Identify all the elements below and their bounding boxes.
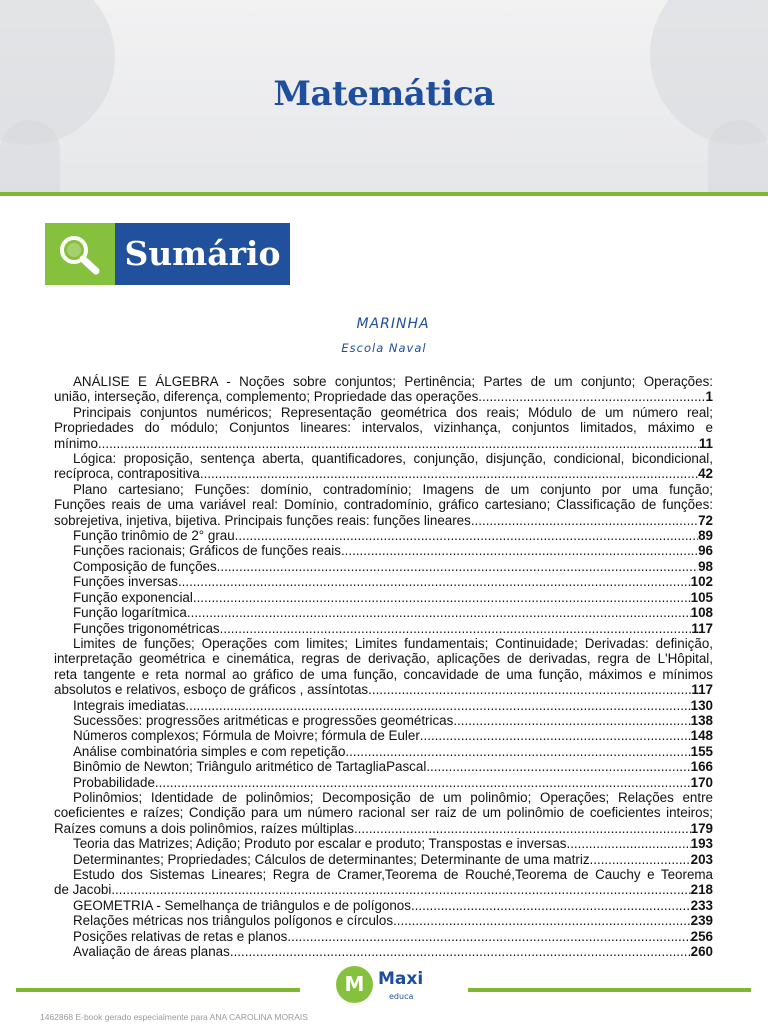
- leader-dots: [193, 590, 691, 605]
- leader-dots: [217, 559, 698, 574]
- table-of-contents: [54, 374, 713, 959]
- toc-entry-text: reta tangente e reta normal ao gráfico de uma função, concavidade de uma função, máximos e mínimos: [54, 666, 713, 682]
- toc-page-number: 117: [691, 620, 713, 636]
- toc-entry[interactable]: [54, 621, 713, 636]
- toc-page-number: 218: [690, 882, 713, 898]
- toc-page-number: 117: [691, 682, 713, 698]
- toc-page-number: 166: [690, 759, 713, 775]
- page-header: [0, 0, 768, 192]
- leader-dots: [341, 543, 698, 558]
- maxi-educa-logo: [336, 966, 436, 1006]
- footer-divider-right: [468, 988, 751, 992]
- toc-page-number: 11: [698, 435, 713, 451]
- toc-entry[interactable]: [54, 852, 713, 867]
- leader-dots: [345, 744, 690, 759]
- toc-page-number: 260: [690, 944, 713, 960]
- toc-entry-text: Funções racionais; Gráficos de funções reais: [73, 543, 341, 559]
- leader-dots: [230, 944, 691, 959]
- toc-entry[interactable]: [54, 944, 713, 959]
- toc-entry-text: sobrejetiva, injetiva, bijetiva. Principais funções reais: funções lineares: [54, 512, 471, 528]
- toc-entry-text: Estudo dos Sistemas Lineares; Regra de Cramer,Teorema de Rouché,Teorema de Cauchy e Teorema: [73, 867, 713, 882]
- leader-dots: [287, 929, 690, 944]
- leader-dots: [200, 466, 698, 481]
- toc-entry-text: Integrais imediatas: [73, 697, 186, 713]
- leader-dots: [185, 698, 690, 713]
- toc-page-number: 155: [690, 743, 713, 759]
- logo-mark-letter: M: [344, 972, 365, 996]
- toc-entry[interactable]: [54, 574, 713, 589]
- toc-entry-text: Limites de funções; Operações com limites; Limites fundamentais; Continuidade; Derivadas: definição,: [73, 635, 713, 651]
- logo-tagline: educa: [389, 992, 414, 1001]
- toc-page-number: 72: [698, 512, 713, 528]
- toc-entry-text: Propriedades do módulo; Conjuntos lineares: intervalos, vizinhança, conjuntos limitados, máximo e: [54, 420, 713, 436]
- toc-entry[interactable]: [54, 605, 713, 620]
- toc-page-number: 233: [690, 897, 713, 913]
- toc-entry-text: união, interseção, diferença, complemento; Propriedade das operações: [54, 389, 479, 405]
- leader-dots: [178, 574, 691, 589]
- toc-entry-text: ANÁLISE E ÁLGEBRA - Noções sobre conjuntos; Pertinência; Partes de um conjunto; Operações:: [73, 374, 713, 389]
- toc-entry-text: Números complexos; Fórmula de Moivre; fórmula de Euler: [73, 728, 420, 744]
- toc-entry-text: Função exponencial: [73, 589, 193, 605]
- toc-entry[interactable]: [54, 929, 713, 944]
- leader-dots: [98, 436, 699, 451]
- toc-entry-text: interpretação geométrica e cinemática, regras de derivação, aplicações de derivadas, regra de L'Hôpital,: [54, 651, 713, 667]
- toc-entry-text: mínimo: [54, 435, 98, 451]
- leader-dots: [426, 759, 690, 774]
- toc-entry-text: recíproca, contrapositiva: [54, 466, 200, 482]
- toc-page-number: 102: [690, 574, 713, 590]
- toc-page-number: 42: [698, 466, 713, 482]
- toc-entry-text: absolutos e relativos, esboço de gráficos , assíntotas: [54, 682, 369, 698]
- leader-dots: [453, 713, 690, 728]
- toc-entry[interactable]: [54, 636, 713, 698]
- leader-dots: [411, 898, 691, 913]
- toc-entry-text: Teoria das Matrizes; Adição; Produto por escalar e produto; Transpostas e inversas: [73, 836, 567, 852]
- toc-entry-text: de Jacobi: [54, 882, 112, 898]
- header-decoration: [0, 120, 60, 192]
- toc-page-number: 98: [698, 558, 713, 574]
- toc-page-number: 170: [690, 774, 713, 790]
- toc-page-number: 96: [698, 543, 713, 559]
- toc-entry[interactable]: [54, 590, 713, 605]
- leader-dots: [220, 621, 692, 636]
- toc-entry-text: coeficientes e raízes; Condição para um número racional ser raiz de um polinômio de coeficientes inteiros;: [54, 805, 713, 821]
- section-title: MARINHA: [356, 316, 430, 332]
- watermark: 1462868 E-book gerado especialmente para ANA CAROLINA MORAIS: [40, 1012, 308, 1022]
- summary-label: Sumário: [124, 234, 281, 273]
- header-decoration: [708, 120, 768, 192]
- toc-entry[interactable]: [54, 374, 713, 405]
- leader-dots: [478, 389, 705, 404]
- summary-banner: [45, 223, 290, 285]
- magnifier-icon: [45, 223, 115, 285]
- toc-page-number: 1: [705, 389, 713, 405]
- leader-dots: [187, 605, 691, 620]
- toc-entry-text: Avaliação de áreas planas: [73, 944, 230, 960]
- toc-page-number: 105: [690, 589, 713, 605]
- toc-page-number: 130: [690, 697, 713, 713]
- toc-entry-text: Plano cartesiano; Funções: domínio, contradomínio; Imagens de um conjunto por uma função;: [73, 481, 713, 497]
- toc-entry-text: Relações métricas nos triângulos polígonos e círculos: [73, 913, 394, 929]
- summary-label-box: [115, 223, 290, 285]
- toc-page-number: 256: [690, 928, 713, 944]
- leader-dots: [111, 882, 690, 897]
- logo-brand: Maxi: [378, 969, 424, 989]
- leader-dots: [235, 528, 698, 543]
- toc-entry[interactable]: [54, 528, 713, 543]
- toc-entry[interactable]: [54, 790, 713, 836]
- toc-entry-text: Determinantes; Propriedades; Cálculos de determinantes; Determinante de uma matriz: [73, 851, 590, 867]
- toc-entry[interactable]: [54, 744, 713, 759]
- toc-page-number: 108: [690, 605, 713, 621]
- toc-entry-text: Probabilidade: [73, 774, 155, 790]
- toc-page-number: 203: [690, 851, 713, 867]
- toc-entry-text: Composição de funções: [73, 558, 217, 574]
- toc-page-number: 239: [690, 913, 713, 929]
- logo-mark: [336, 966, 373, 1003]
- toc-entry-text: Lógica: proposição, sentença aberta, quantificadores, conjunção, disjunção, condicional, bicondicional,: [73, 451, 713, 467]
- toc-entry-text: Posições relativas de retas e planos: [73, 928, 288, 944]
- leader-dots: [471, 513, 698, 528]
- toc-entry-text: Polinômios; Identidade de polinômios; Decomposição de um polinômio; Operações; Relações entre: [73, 789, 713, 805]
- leader-dots: [354, 821, 691, 836]
- toc-page-number: 138: [690, 712, 713, 728]
- section-subtitle: Escola Naval: [341, 341, 427, 355]
- toc-entry-text: Sucessões: progressões aritméticas e progressões geométricas: [73, 712, 454, 728]
- leader-dots: [368, 682, 691, 697]
- leader-dots: [590, 852, 691, 867]
- toc-entry-text: Análise combinatória simples e com repetição: [73, 743, 346, 759]
- toc-entry[interactable]: [54, 898, 713, 913]
- toc-page-number: 148: [690, 728, 713, 744]
- toc-entry-text: Principais conjuntos numéricos; Representação geométrica dos reais; Módulo de um número real;: [73, 404, 713, 420]
- page-title: Matemática: [273, 74, 495, 114]
- footer-divider-left: [16, 988, 300, 992]
- toc-entry-text: Função trinômio de 2° grau: [73, 528, 235, 544]
- toc-entry[interactable]: [54, 913, 713, 928]
- leader-dots: [155, 775, 691, 790]
- toc-entry[interactable]: [54, 728, 713, 743]
- toc-entry-text: Funções trigonométricas: [73, 620, 220, 636]
- toc-entry-text: Funções reais de uma variável real: Domínio, contradomínio, gráfico cartesiano; Classificação de funções:: [54, 497, 713, 513]
- toc-entry[interactable]: [54, 759, 713, 774]
- toc-entry[interactable]: [54, 543, 713, 558]
- toc-page-number: 179: [690, 820, 713, 836]
- toc-entry[interactable]: [54, 867, 713, 898]
- leader-dots: [566, 836, 690, 851]
- toc-page-number: 89: [698, 528, 713, 544]
- toc-entry-text: Função logarítmica: [73, 605, 187, 621]
- toc-entry-text: Raízes comuns a dois polinômios, raízes múltiplas: [54, 820, 354, 836]
- toc-entry-text: GEOMETRIA - Semelhança de triângulos e de polígonos: [73, 897, 411, 913]
- toc-entry-text: Funções inversas: [73, 574, 178, 590]
- toc-entry[interactable]: [54, 713, 713, 728]
- leader-dots: [420, 728, 691, 743]
- toc-entry[interactable]: [54, 836, 713, 851]
- toc-entry[interactable]: [54, 451, 713, 482]
- toc-entry[interactable]: [54, 405, 713, 451]
- toc-entry[interactable]: [54, 482, 713, 528]
- leader-dots: [393, 913, 691, 928]
- toc-entry[interactable]: [54, 698, 713, 713]
- toc-page-number: 193: [690, 836, 713, 852]
- toc-entry-text: Binômio de Newton; Triângulo aritmético de TartagliaPascal: [73, 759, 427, 775]
- toc-entry[interactable]: [54, 559, 713, 574]
- header-divider: [0, 192, 768, 196]
- toc-entry[interactable]: [54, 775, 713, 790]
